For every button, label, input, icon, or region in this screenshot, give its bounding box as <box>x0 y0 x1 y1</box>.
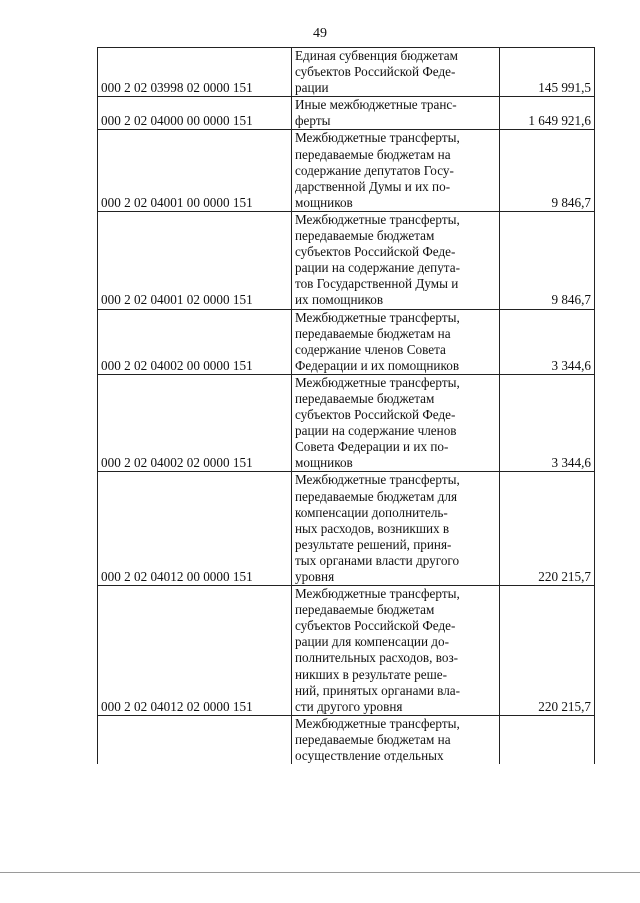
amount-cell <box>500 715 595 764</box>
table-body <box>98 48 595 765</box>
description-line: субъектов Российской Феде- <box>295 64 456 80</box>
budget-code-cell: 000 2 02 04001 02 0000 151 <box>98 211 292 309</box>
description-line: компенсации дополнитель- <box>295 504 448 520</box>
description-line: передаваемые бюджетам на <box>295 146 451 162</box>
description-cell <box>292 586 500 716</box>
page-number: 49 <box>313 26 327 41</box>
bottom-rule <box>0 872 640 873</box>
budget-code-cell: 000 2 02 04002 00 0000 151 <box>98 309 292 374</box>
description-line: содержание членов Совета <box>295 341 446 357</box>
description-cell <box>292 48 500 97</box>
description-line: Федерации и их помощников <box>295 357 460 373</box>
description-line: ферты <box>295 113 331 129</box>
table-row <box>98 130 595 211</box>
description-line: мощников <box>295 455 353 471</box>
description-cell <box>292 309 500 374</box>
description-line: Межбюджетные трансферты, <box>295 211 460 227</box>
budget-table <box>97 47 595 764</box>
description-line: рации на содержание членов <box>295 423 457 439</box>
amount-cell: 9 846,7 <box>500 211 595 309</box>
description-line: субъектов Российской Феде- <box>295 244 456 260</box>
description-line: Межбюджетные трансферты, <box>295 715 460 731</box>
description-line: осуществление отдельных <box>295 748 444 764</box>
amount-cell: 3 344,6 <box>500 309 595 374</box>
description-cell <box>292 130 500 211</box>
description-line: результате решений, приня- <box>295 536 452 552</box>
description-line: рации для компенсации до- <box>295 634 449 650</box>
table-row <box>98 472 595 586</box>
description-line: рации <box>295 80 329 96</box>
description-line: Межбюджетные трансферты, <box>295 472 460 488</box>
description-cell <box>292 211 500 309</box>
amount-cell: 3 344,6 <box>500 374 595 472</box>
description-line: ний, принятых органами вла- <box>295 682 461 698</box>
description-cell <box>292 472 500 586</box>
budget-code-cell: 000 2 02 03998 02 0000 151 <box>98 48 292 97</box>
amount-cell: 220 215,7 <box>500 472 595 586</box>
description-line: Совета Федерации и их по- <box>295 439 449 455</box>
description-cell <box>292 97 500 130</box>
description-line: Иные межбюджетные транс- <box>295 97 457 113</box>
description-line: тых органами власти другого <box>295 552 460 568</box>
description-line: рации на содержание депута- <box>295 260 460 276</box>
table-row <box>98 715 595 764</box>
description-cell <box>292 374 500 472</box>
description-line: мощников <box>295 194 353 210</box>
amount-cell: 145 991,5 <box>500 48 595 97</box>
budget-code-cell: 000 2 02 04000 00 0000 151 <box>98 97 292 130</box>
description-line: передаваемые бюджетам <box>295 602 435 618</box>
description-line: ных расходов, возникших в <box>295 520 450 536</box>
table-row <box>98 586 595 716</box>
description-line: их помощников <box>295 292 384 308</box>
description-line: тов Государственной Думы и <box>295 276 459 292</box>
description-line: полнительных расходов, воз- <box>295 650 459 666</box>
budget-code-cell: 000 2 02 04002 02 0000 151 <box>98 374 292 472</box>
description-line: субъектов Российской Феде- <box>295 407 456 423</box>
description-line: передаваемые бюджетам <box>295 228 435 244</box>
budget-code-cell: 000 2 02 04001 00 0000 151 <box>98 130 292 211</box>
table-row <box>98 211 595 309</box>
budget-code-cell: 000 2 02 04012 02 0000 151 <box>98 586 292 716</box>
description-line: сти другого уровня <box>295 698 403 714</box>
description-line: передаваемые бюджетам для <box>295 488 458 504</box>
amount-cell: 1 649 921,6 <box>500 97 595 130</box>
description-line: передаваемые бюджетам на <box>295 325 451 341</box>
description-line: Межбюджетные трансферты, <box>295 586 460 602</box>
description-line: Межбюджетные трансферты, <box>295 374 460 390</box>
budget-code-cell <box>98 715 292 764</box>
description-line: субъектов Российской Феде- <box>295 618 456 634</box>
description-line: Межбюджетные трансферты, <box>295 130 460 146</box>
description-line: уровня <box>295 569 335 584</box>
description-line: передаваемые бюджетам <box>295 390 435 406</box>
amount-cell: 9 846,7 <box>500 130 595 211</box>
table-row <box>98 97 595 130</box>
table-row <box>98 48 595 97</box>
budget-code-cell: 000 2 02 04012 00 0000 151 <box>98 472 292 586</box>
description-cell <box>292 715 500 764</box>
amount-cell: 220 215,7 <box>500 586 595 716</box>
table-row <box>98 374 595 472</box>
description-line: никших в результате реше- <box>295 666 447 682</box>
description-line: содержание депутатов Госу- <box>295 162 454 178</box>
description-line: дарственной Думы и их по- <box>295 178 451 194</box>
description-line: Межбюджетные трансферты, <box>295 309 460 325</box>
table-row <box>98 309 595 374</box>
description-line: Единая субвенция бюджетам <box>295 48 458 63</box>
description-line: передаваемые бюджетам на <box>295 731 451 747</box>
